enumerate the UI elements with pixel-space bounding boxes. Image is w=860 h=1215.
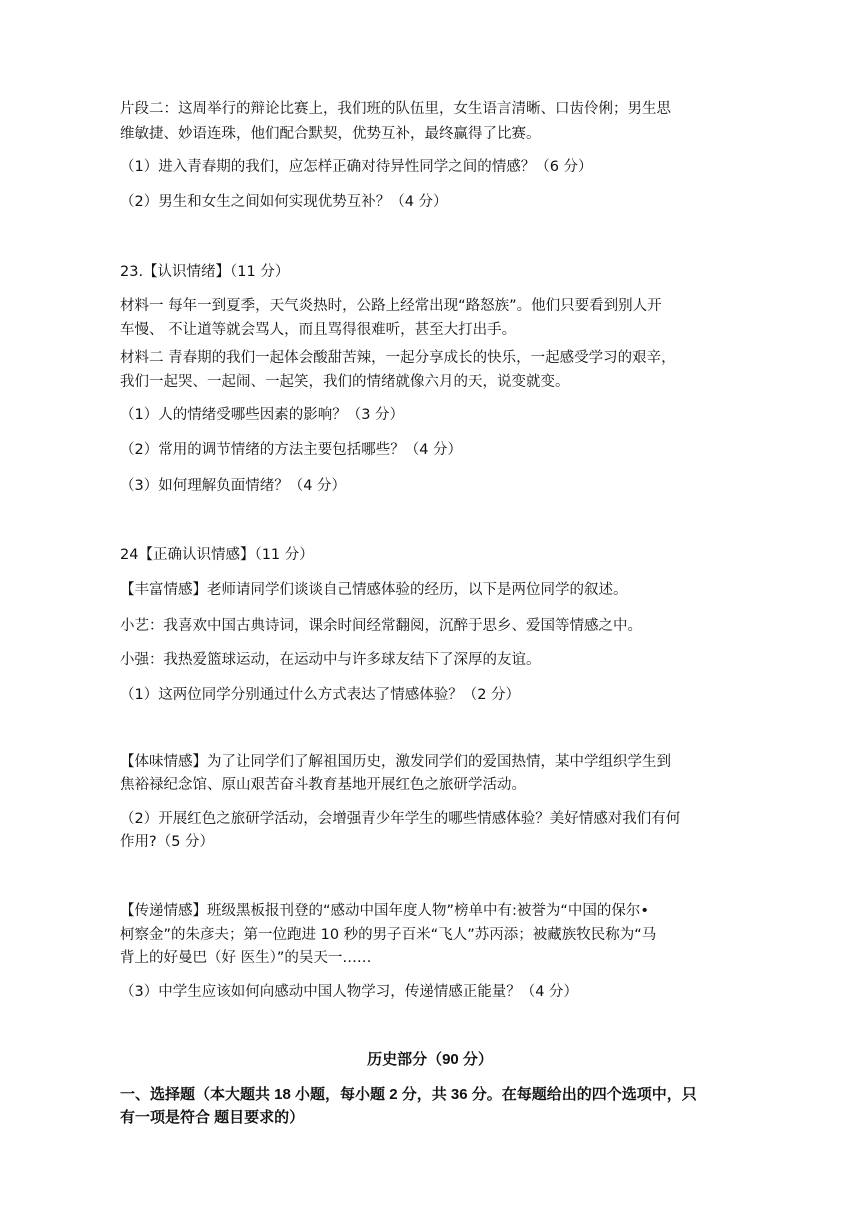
- q22-subquestion-1: （1）进入青春期的我们，应怎样正确对待异性同学之间的情感？（6 分）: [120, 159, 593, 175]
- q24-title: 24【正确认识情感】（11 分）: [120, 547, 314, 563]
- q24-subquestion-2-line2: 作用?（5 分）: [120, 834, 215, 850]
- q24-subquestion-1: （1）这两位同学分别通过什么方式表达了情感体验？（2 分）: [120, 687, 521, 703]
- q23-material2-line2: 我们一起哭、一起闹、一起笑，我们的情绪就像六月的天，说变就变。: [120, 374, 570, 390]
- q24-rich-emotion-intro: 【丰富情感】老师请同学们谈谈自己情感体验的经历，以下是两位同学的叙述。: [120, 582, 628, 598]
- q24-xiaoyi-statement: 小艺：我喜欢中国古典诗词，课余时间经常翻阅，沉醉于思乡、爱国等情感之中。: [120, 618, 642, 634]
- history-choice-instructions-line2: 有一项是符合 题目要求的）: [120, 1109, 305, 1126]
- q22-fragment2-line2: 维敏捷、妙语连珠，他们配合默契，优势互补，最终赢得了比赛。: [120, 126, 541, 142]
- q24-taste-emotion-line1: 【体味情感】为了让同学们了解祖国历史，激发同学们的爱国热情，某中学组织学生到: [120, 754, 671, 770]
- q24-taste-emotion-line2: 焦裕禄纪念馆、原山艰苦奋斗教育基地开展红色之旅研学活动。: [120, 777, 526, 793]
- q23-material2-line1: 材料二 青春期的我们一起体会酸甜苦辣，一起分享成长的快乐，一起感受学习的艰辛，: [120, 350, 676, 366]
- q24-pass-emotion-line1: 【传递情感】班级黑板报刊登的“感动中国年度人物”榜单中有:被誉为“中国的保尔•: [120, 903, 649, 919]
- q24-pass-emotion-line3: 背上的好曼巴（好 医生）”的吴天一……: [120, 950, 372, 966]
- q23-subquestion-1: （1）人的情绪受哪些因素的影响？（3 分）: [120, 407, 405, 423]
- q24-xiaoqiang-statement: 小强：我热爱篮球运动，在运动中与许多球友结下了深厚的友谊。: [120, 652, 541, 668]
- q24-subquestion-2-line1: （2）开展红色之旅研学活动，会增强青少年学生的哪些情感体验？美好情感对我们有何: [120, 811, 681, 827]
- q23-title: 23.【认识情绪】（11 分）: [120, 264, 290, 280]
- q22-fragment2-line1: 片段二：这周举行的辩论比赛上，我们班的队伍里，女生语言清晰、口齿伶俐；男生思: [120, 101, 671, 117]
- q23-subquestion-2: （2）常用的调节情绪的方法主要包括哪些？（4 分）: [120, 442, 463, 458]
- q24-subquestion-3: （3）中学生应该如何向感动中国人物学习，传递情感正能量？（4 分）: [120, 984, 579, 1000]
- q23-subquestion-3: （3）如何理解负面情绪？（4 分）: [120, 478, 347, 494]
- q23-material1-line1: 材料一 每年一到夏季，天气炎热时，公路上经常出现“路怒族”。他们只要看到别人开: [120, 298, 662, 314]
- q23-material1-line2: 车慢、 不让道等就会骂人，而且骂得很难听，甚至大打出手。: [120, 322, 517, 338]
- history-section-heading: 历史部分（90 分）: [367, 1051, 493, 1068]
- q24-pass-emotion-line2: 柯察金”的朱彦夫；第一位跑进 10 秒的男子百米“飞人”苏丙添；被藏族牧民称为“马: [120, 927, 657, 943]
- history-choice-instructions-line1: 一、选择题（本大题共 18 小题，每小题 2 分，共 36 分。在每题给出的四个选项中，只: [120, 1086, 697, 1103]
- q22-subquestion-2: （2）男生和女生之间如何实现优势互补？（4 分）: [120, 194, 448, 210]
